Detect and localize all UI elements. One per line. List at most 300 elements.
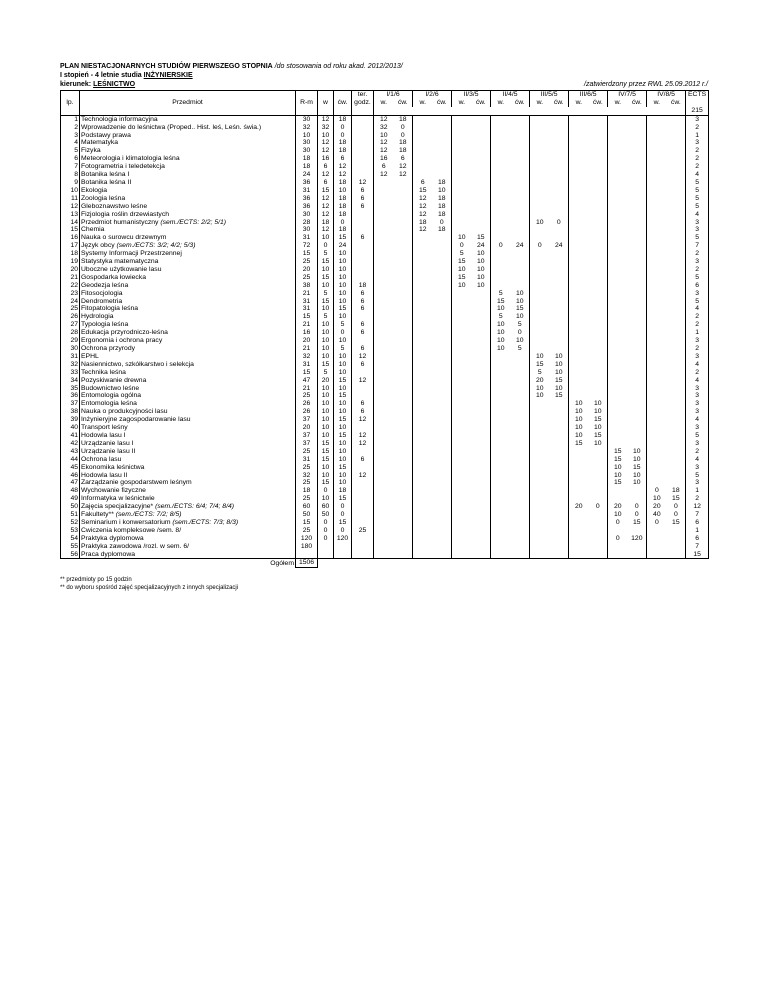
row-ter: 6 [352, 361, 374, 369]
sem-4-cw [511, 440, 530, 448]
sem-8-cw: 15 [667, 495, 686, 503]
sem-3-w [452, 432, 472, 440]
subject-label: Wprowadzenie do leśnictwa (Proped.. Hist. leś, Leśn. świa.) [81, 123, 262, 131]
sem-2-w [413, 321, 433, 329]
sem-1-cw: 18 [394, 139, 413, 147]
sem-8-w [647, 377, 667, 385]
sem-3-cw [472, 171, 491, 179]
sem-1-cw [394, 195, 413, 203]
sem-4-cw [511, 479, 530, 487]
sem-4-cw [511, 472, 530, 480]
sem-8-w [647, 385, 667, 393]
sem-7-w [608, 139, 628, 147]
sem-8-cw [667, 163, 686, 171]
row-w: 0 [318, 527, 334, 535]
subject-name [80, 163, 296, 171]
sem-6-cw [589, 527, 608, 535]
sem-3-cw: 10 [472, 282, 491, 290]
row-cw: 10 [334, 282, 352, 290]
row-cw: 10 [334, 440, 352, 448]
subject-label: Fizyka [81, 147, 101, 155]
subject-name [80, 432, 296, 440]
sem-2-cw: 18 [433, 179, 452, 187]
row-ects: 3 [686, 258, 709, 266]
row-w: 0 [318, 535, 334, 543]
sem-8-cw [667, 234, 686, 242]
sem-5-cw [550, 195, 569, 203]
sem-1-cw [394, 219, 413, 227]
row-cw: 10 [334, 290, 352, 298]
sem-6-w [569, 385, 589, 393]
table-row [61, 456, 709, 464]
sem-8-cw [667, 124, 686, 132]
sem-5-cw: 10 [550, 361, 569, 369]
sem-4-cw [511, 132, 530, 140]
sem-3-cw [472, 124, 491, 132]
row-rm: 18 [296, 155, 318, 163]
col-sem-5-cw: ćw. [550, 99, 569, 107]
sem-4-w [491, 369, 511, 377]
sem-4-w: 15 [491, 298, 511, 306]
sem-1-w [374, 353, 394, 361]
sem-2-cw [433, 115, 452, 123]
sem-5-w: 20 [530, 377, 550, 385]
row-rm: 25 [296, 527, 318, 535]
sem-4-cw [511, 187, 530, 195]
row-w: 15 [318, 456, 334, 464]
row-rm: 32 [296, 124, 318, 132]
sem-7-w [608, 266, 628, 274]
table-row [61, 313, 709, 321]
sem-4-w [491, 258, 511, 266]
sem-2-w [413, 353, 433, 361]
subject-label: Ochrona lasu [81, 455, 122, 463]
sem-1-w [374, 416, 394, 424]
sem-7-cw [628, 219, 647, 227]
sem-7-w [608, 290, 628, 298]
row-ter [352, 258, 374, 266]
row-cw: 10 [334, 313, 352, 321]
col-sem-3: II/3/5 [452, 91, 491, 99]
sem-6-w [569, 250, 589, 258]
row-ter [352, 242, 374, 250]
sem-4-cw [511, 211, 530, 219]
sem-7-cw [628, 408, 647, 416]
row-rm: 26 [296, 400, 318, 408]
sem-3-w [452, 163, 472, 171]
subject-label: Język obcy [81, 242, 115, 250]
sem-3-w [452, 448, 472, 456]
subject-name [80, 392, 296, 400]
sem-5-cw [550, 313, 569, 321]
sem-5-w [530, 203, 550, 211]
row-ects: 3 [686, 385, 709, 393]
sem-2-cw [433, 171, 452, 179]
sem-7-w [608, 361, 628, 369]
table-row [61, 400, 709, 408]
sem-6-cw: 10 [589, 424, 608, 432]
sem-6-w [569, 353, 589, 361]
table-row [61, 305, 709, 313]
row-ter [352, 266, 374, 274]
row-w: 5 [318, 250, 334, 258]
row-cw: 18 [334, 139, 352, 147]
table-row [61, 163, 709, 171]
sem-3-w: 0 [452, 242, 472, 250]
col-godz: godz. [352, 99, 374, 107]
sem-6-cw [589, 345, 608, 353]
row-ects: 4 [686, 416, 709, 424]
row-cw: 12 [334, 163, 352, 171]
row-rm: 60 [296, 503, 318, 511]
sem-2-cw: 10 [433, 187, 452, 195]
plan-title: PLAN NIESTACJONARNYCH STUDIÓW PIERWSZEGO STOPNIA [60, 63, 273, 70]
sem-5-w [530, 472, 550, 480]
sem-5-w [530, 519, 550, 527]
sem-6-cw [589, 329, 608, 337]
subject-name [80, 448, 296, 456]
sem-2-w [413, 258, 433, 266]
sem-4-w [491, 195, 511, 203]
sem-8-w [647, 219, 667, 227]
row-lp: 25 [61, 305, 80, 313]
sem-1-cw [394, 242, 413, 250]
row-rm: 32 [296, 472, 318, 480]
sem-3-w [452, 139, 472, 147]
sem-7-cw [628, 353, 647, 361]
row-lp: 14 [61, 219, 80, 227]
sem-2-cw [433, 503, 452, 511]
sem-7-cw [628, 124, 647, 132]
row-rm: 21 [296, 321, 318, 329]
row-lp: 32 [61, 361, 80, 369]
subject-label: Gleboznawstwo leśne [81, 202, 148, 210]
row-lp: 55 [61, 543, 80, 551]
row-cw: 10 [334, 250, 352, 258]
subject-name [80, 353, 296, 361]
sem-3-cw [472, 290, 491, 298]
sem-8-w [647, 456, 667, 464]
row-lp: 24 [61, 298, 80, 306]
sem-1-cw [394, 313, 413, 321]
row-rm: 25 [296, 392, 318, 400]
sem-5-w: 10 [530, 219, 550, 227]
sem-6-cw [589, 290, 608, 298]
table-row [61, 321, 709, 329]
sem-1-w [374, 195, 394, 203]
sem-7-w [608, 258, 628, 266]
row-cw: 24 [334, 242, 352, 250]
sem-8-w [647, 211, 667, 219]
sem-3-cw [472, 298, 491, 306]
sem-1-w [374, 392, 394, 400]
sem-6-w [569, 479, 589, 487]
sem-3-w [452, 464, 472, 472]
sem-4-w [491, 139, 511, 147]
sem-5-w [530, 543, 550, 551]
subject-label: Wychowanie fizyczne [81, 487, 146, 495]
sem-3-w: 10 [452, 234, 472, 242]
row-cw: 18 [334, 211, 352, 219]
row-ects: 3 [686, 290, 709, 298]
row-w: 12 [318, 147, 334, 155]
subject-name [80, 219, 296, 227]
subject-label: Fakultety** [81, 511, 114, 519]
table-row [61, 234, 709, 242]
row-ter [352, 503, 374, 511]
subject-name [80, 329, 296, 337]
row-rm: 32 [296, 353, 318, 361]
row-ter: 6 [352, 305, 374, 313]
sem-4-cw [511, 456, 530, 464]
sem-4-w [491, 211, 511, 219]
sem-7-cw: 0 [628, 511, 647, 519]
row-cw: 10 [334, 353, 352, 361]
row-ter: 6 [352, 187, 374, 195]
subject-label: Systemy Informacji Przestrzennej [81, 250, 182, 258]
sem-3-cw [472, 313, 491, 321]
sem-3-cw [472, 337, 491, 345]
row-ter: 12 [352, 432, 374, 440]
sem-1-cw [394, 345, 413, 353]
sem-8-w: 0 [647, 519, 667, 527]
footnotes [60, 576, 708, 592]
row-lp: 36 [61, 392, 80, 400]
sem-4-w: 10 [491, 329, 511, 337]
sem-6-cw [589, 551, 608, 559]
row-ects: 5 [686, 179, 709, 187]
row-rm: 26 [296, 408, 318, 416]
sem-7-w [608, 211, 628, 219]
sem-5-cw: 0 [550, 219, 569, 227]
subject-name [80, 242, 296, 250]
sem-3-cw [472, 487, 491, 495]
plan-validity-note: /do stosowania od roku akad. 2012/2013/ [274, 63, 403, 70]
sem-4-cw [511, 203, 530, 211]
row-ects: 7 [686, 242, 709, 250]
sem-1-cw [394, 456, 413, 464]
row-rm: 21 [296, 345, 318, 353]
row-ects: 3 [686, 479, 709, 487]
sem-7-cw [628, 266, 647, 274]
sem-7-cw [628, 495, 647, 503]
sem-6-cw [589, 171, 608, 179]
col-subject: Przedmiot [80, 91, 296, 116]
sem-6-w [569, 495, 589, 503]
sem-2-cw [433, 511, 452, 519]
sem-4-w [491, 519, 511, 527]
sem-7-w [608, 416, 628, 424]
row-w: 10 [318, 353, 334, 361]
sem-2-w [413, 274, 433, 282]
sem-4-w [491, 424, 511, 432]
table-row [61, 282, 709, 290]
sem-4-cw: 5 [511, 345, 530, 353]
sem-5-w [530, 171, 550, 179]
sem-1-cw: 0 [394, 124, 413, 132]
sem-5-w: 10 [530, 353, 550, 361]
sem-8-w [647, 400, 667, 408]
row-lp: 27 [61, 321, 80, 329]
sem-4-w [491, 163, 511, 171]
row-ter [352, 132, 374, 140]
row-cw: 18 [334, 487, 352, 495]
sem-8-cw [667, 361, 686, 369]
sem-3-cw [472, 226, 491, 234]
row-ects: 2 [686, 313, 709, 321]
subject-label: EPHL [81, 352, 99, 360]
row-cw: 10 [334, 187, 352, 195]
sem-6-cw [589, 250, 608, 258]
sem-2-w [413, 472, 433, 480]
row-cw: 10 [334, 400, 352, 408]
table-row [61, 369, 709, 377]
subject-note: (sem./ECTS: 7/3; 8/3) [172, 518, 239, 526]
row-rm: 36 [296, 179, 318, 187]
sem-7-w [608, 250, 628, 258]
col-ter-blank [352, 107, 374, 115]
sem-6-w [569, 203, 589, 211]
row-cw: 10 [334, 298, 352, 306]
sem-7-w [608, 392, 628, 400]
row-w: 10 [318, 234, 334, 242]
sem-8-cw [667, 369, 686, 377]
table-row [61, 250, 709, 258]
subject-label: Budownictwo leśne [81, 384, 140, 392]
sem-5-cw [550, 535, 569, 543]
sem-2-cw [433, 448, 452, 456]
sem-7-w: 15 [608, 456, 628, 464]
sem-5-cw [550, 266, 569, 274]
sem-6-cw: 15 [589, 432, 608, 440]
sem-7-w [608, 440, 628, 448]
sem-6-w [569, 369, 589, 377]
sem-6-cw: 0 [589, 503, 608, 511]
row-ter: 6 [352, 321, 374, 329]
col-sem-3-w: w. [452, 99, 472, 107]
row-ects: 2 [686, 369, 709, 377]
sem-8-w [647, 535, 667, 543]
sem-3-w [452, 416, 472, 424]
sem-2-w [413, 155, 433, 163]
sem-5-w [530, 464, 550, 472]
row-rm: 15 [296, 250, 318, 258]
sem-3-w [452, 124, 472, 132]
row-rm: 72 [296, 242, 318, 250]
plan-title-line [60, 62, 708, 71]
sem-4-w [491, 400, 511, 408]
table-row [61, 527, 709, 535]
sem-1-w [374, 305, 394, 313]
sem-8-w [647, 298, 667, 306]
table-row [61, 203, 709, 211]
row-rm: 37 [296, 440, 318, 448]
sem-6-w: 15 [569, 440, 589, 448]
row-w: 10 [318, 432, 334, 440]
sem-6-cw [589, 282, 608, 290]
sem-3-cw: 10 [472, 274, 491, 282]
sem-4-cw [511, 282, 530, 290]
subject-label: Hodowla lasu I [81, 431, 126, 439]
sem-2-cw [433, 408, 452, 416]
sem-3-cw [472, 472, 491, 480]
row-lp: 45 [61, 464, 80, 472]
sem-1-cw [394, 385, 413, 393]
sem-4-w [491, 274, 511, 282]
sem-1-w [374, 543, 394, 551]
sem-1-cw [394, 329, 413, 337]
sem-5-cw [550, 290, 569, 298]
sem-5-w [530, 416, 550, 424]
sem-8-w [647, 392, 667, 400]
sem-1-cw: 0 [394, 132, 413, 140]
sem-1-cw [394, 472, 413, 480]
sem-3-cw [472, 479, 491, 487]
row-rm: 120 [296, 535, 318, 543]
row-w: 0 [318, 242, 334, 250]
sem-7-cw [628, 487, 647, 495]
sem-2-cw [433, 377, 452, 385]
sem-2-w [413, 377, 433, 385]
subject-label: Technika leśna [81, 368, 126, 376]
sem-2-w [413, 440, 433, 448]
row-rm: 25 [296, 274, 318, 282]
subject-label: Gospodarka łowiecka [81, 273, 146, 281]
sem-2-cw [433, 250, 452, 258]
row-cw: 10 [334, 456, 352, 464]
sem-7-w [608, 171, 628, 179]
sem-2-w [413, 361, 433, 369]
row-lp: 51 [61, 511, 80, 519]
sem-6-cw [589, 543, 608, 551]
sem-2-w: 12 [413, 203, 433, 211]
sem-4-cw [511, 195, 530, 203]
sem-7-w [608, 385, 628, 393]
sem-6-cw [589, 124, 608, 132]
col-sem-4: II/4/5 [491, 91, 530, 99]
sem-8-w [647, 155, 667, 163]
sem-3-cw: 10 [472, 266, 491, 274]
sem-4-cw [511, 400, 530, 408]
sem-6-cw [589, 187, 608, 195]
row-cw: 15 [334, 234, 352, 242]
sem-3-cw [472, 353, 491, 361]
row-lp: 17 [61, 242, 80, 250]
subject-name [80, 211, 296, 219]
row-rm: 25 [296, 448, 318, 456]
row-lp: 5 [61, 147, 80, 155]
sem-8-cw [667, 115, 686, 123]
subject-note: (sem./ECTS: 7/2; 8/5) [115, 511, 182, 519]
col-w: w [318, 91, 334, 116]
row-w: 10 [318, 345, 334, 353]
table-row [61, 519, 709, 527]
sem-2-cw [433, 124, 452, 132]
sem-7-cw [628, 163, 647, 171]
row-lp: 39 [61, 416, 80, 424]
sem-6-cw [589, 353, 608, 361]
sem-3-cw [472, 305, 491, 313]
sem-7-cw [628, 211, 647, 219]
row-cw: 5 [334, 321, 352, 329]
sem-2-cw [433, 147, 452, 155]
row-ects: 2 [686, 147, 709, 155]
sem-3-w [452, 543, 472, 551]
sem-3-cw [472, 377, 491, 385]
subject-label: Ekonomika leśnictwa [81, 463, 145, 471]
sem-6-cw [589, 456, 608, 464]
sem-7-cw [628, 361, 647, 369]
